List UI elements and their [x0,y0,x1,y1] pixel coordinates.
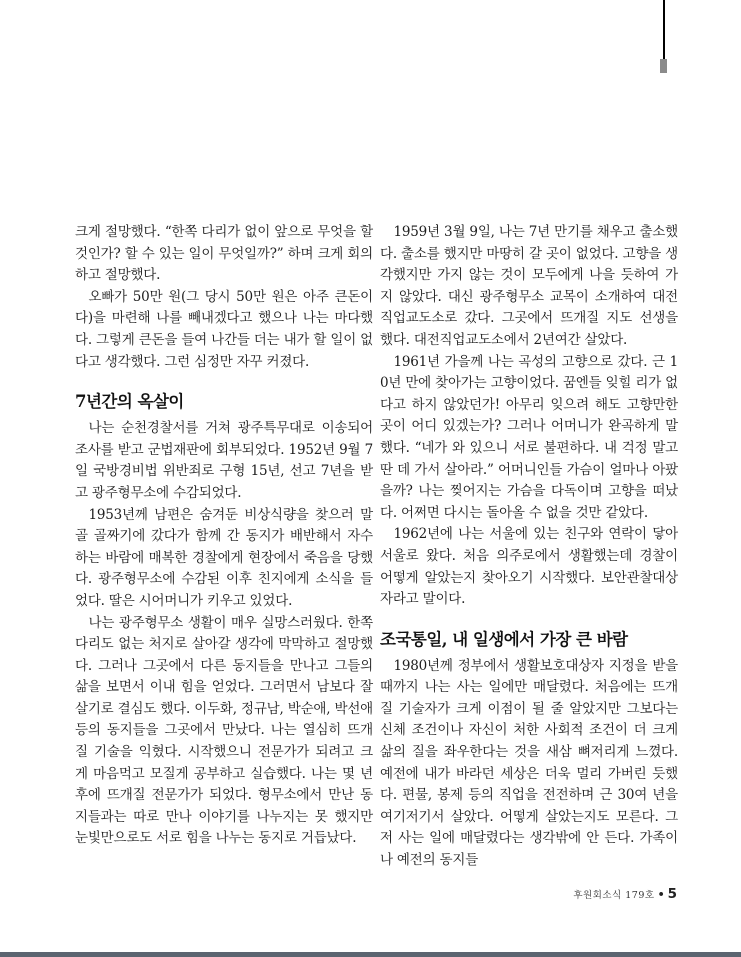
article-column-right [380,222,678,872]
body-paragraph: 1961년 가을께 나는 곡성의 고향으로 갔다. 근 10년 만에 찾아가는 고향이었다. 꿈엔들 잊힐 리가 없다고 하지 않았던가! 아무리 잊으려 해도 고향만한 곳이 어디 있겠는가? 그러나 어머니가 완곡하게 말했다. “네가 와 있으니 서로 불편하다. 내 걱정 말고 딴 데 가서 살아라.” 어머니인들 가슴이 얼마나 아팠을까? 나는 찢어지는 가슴을 다독이며 고향을 떠났다. 어쩌면 다시는 돌아올 수 없을 것만 같았다. [380,353,678,521]
article-column-left [75,222,373,850]
body-paragraph: 나는 순천경찰서를 거쳐 광주특무대로 이송되어 조사를 받고 군법재판에 회부되었다. 1952년 9월 7일 국방경비법 위반죄로 구형 15년, 선고 7년을 받고 광주형무소에 수감되었다. [75,420,373,501]
bottom-rule-bar [0,952,741,957]
section-heading: 조국통일, 내 일생에서 가장 큰 바람 [380,629,628,649]
body-paragraph: 1980년께 정부에서 생활보호대상자 지정을 받을 때까지 나는 사는 일에만 매달렸다. 처음에는 뜨개질 기술자가 크게 이점이 될 줄 알았지만 그보다는 신체 조건이나 자신이 처한 사회적 조건이 더 크게 삶의 질을 좌우한다는 것을 새삼 뼈저리게 느꼈다. 예전에 내가 바라던 세상은 더욱 멀리 가버린 듯했다. 편물, 봉제 등의 직업을 전전하며 근 30여 년을 여기저기서 살았다. 어떻게 살았는지도 모른다. 그저 사는 일에 매달렸다는 생각밖에 안 든다. 가족이나 예전의 동지들 [380,657,678,869]
section-heading: 7년간의 옥살이 [75,392,184,412]
page-footer [573,886,677,902]
crop-mark-line [663,0,665,60]
body-paragraph: 나는 광주형무소 생활이 매우 실망스러웠다. 한쪽 다리도 없는 처지로 살아갈 생각에 막막하고 절망했다. 그러나 그곳에서 다른 동지들을 만나고 그들의 삶을 보면서 이내 힘을 얻었다. 그러면서 남보다 잘 살기로 결심도 했다. 이두화, 정규남, 박순애, 박선애 등의 동지들을 그곳에서 만났다. 나는 열심히 뜨개질 기술을 익혔다. 시작했으니 전문가가 되려고 크게 마음먹고 모질게 공부하고 실습했다. 나는 몇 년 후에 뜨개질 전문가가 되었다. 형무소에서 만난 동지들과는 따로 만나 이야기를 나누지는 못 했지만 눈빛만으로도 서로 힘을 나누는 동지로 거듭났다. [75,614,373,847]
crop-mark-block [660,59,667,73]
body-paragraph: 1962년에 나는 서울에 있는 친구와 연락이 닿아 서울로 왔다. 처음 의주로에서 생활했는데 경찰이 어떻게 알았는지 찾아오기 시작했다. 보안관찰대상자라고 말이다. [380,526,678,608]
body-paragraph: 1959년 3월 9일, 나는 7년 만기를 채우고 출소했다. 출소를 했지만 마땅히 갈 곳이 없었다. 고향을 생각했지만 가지 않는 것이 모두에게 나을 듯하여 가지 않았다. 대신 광주형무소 교목이 소개하여 대전직업교도소로 갔다. 그곳에서 뜨개질 지도 선생을 했다. 대전직업교도소에서 2년여간 살았다. [380,224,678,348]
page-number: 5 [667,886,677,902]
body-paragraph: 크게 절망했다. “한쪽 다리가 없이 앞으로 무엇을 할 것인가? 할 수 있는 일이 무엇일까?” 하며 크게 회의하고 절망했다. [75,224,373,284]
newsletter-issue-label: 후원회소식 179호 [573,890,655,901]
body-paragraph: 오빠가 50만 원(그 당시 50만 원은 아주 큰돈이다)을 마련해 나를 빼내겠다고 했으나 나는 마다했다. 그렇게 큰돈을 들여 나간들 더는 내가 할 일이 없다고 생각했다. 그런 심정만 자꾸 커졌다. [75,288,373,370]
body-paragraph: 1953년께 남편은 숨겨둔 비상식량을 찾으러 말골 골짜기에 갔다가 함께 간 동지가 배반해서 자수하는 바람에 매복한 경찰에게 현장에서 죽음을 당했다. 광주형무소에 수감된 이후 친지에게 소식을 들었다. 딸은 시어머니가 키우고 있었다. [75,506,373,609]
footer-bullet: • [657,888,665,901]
